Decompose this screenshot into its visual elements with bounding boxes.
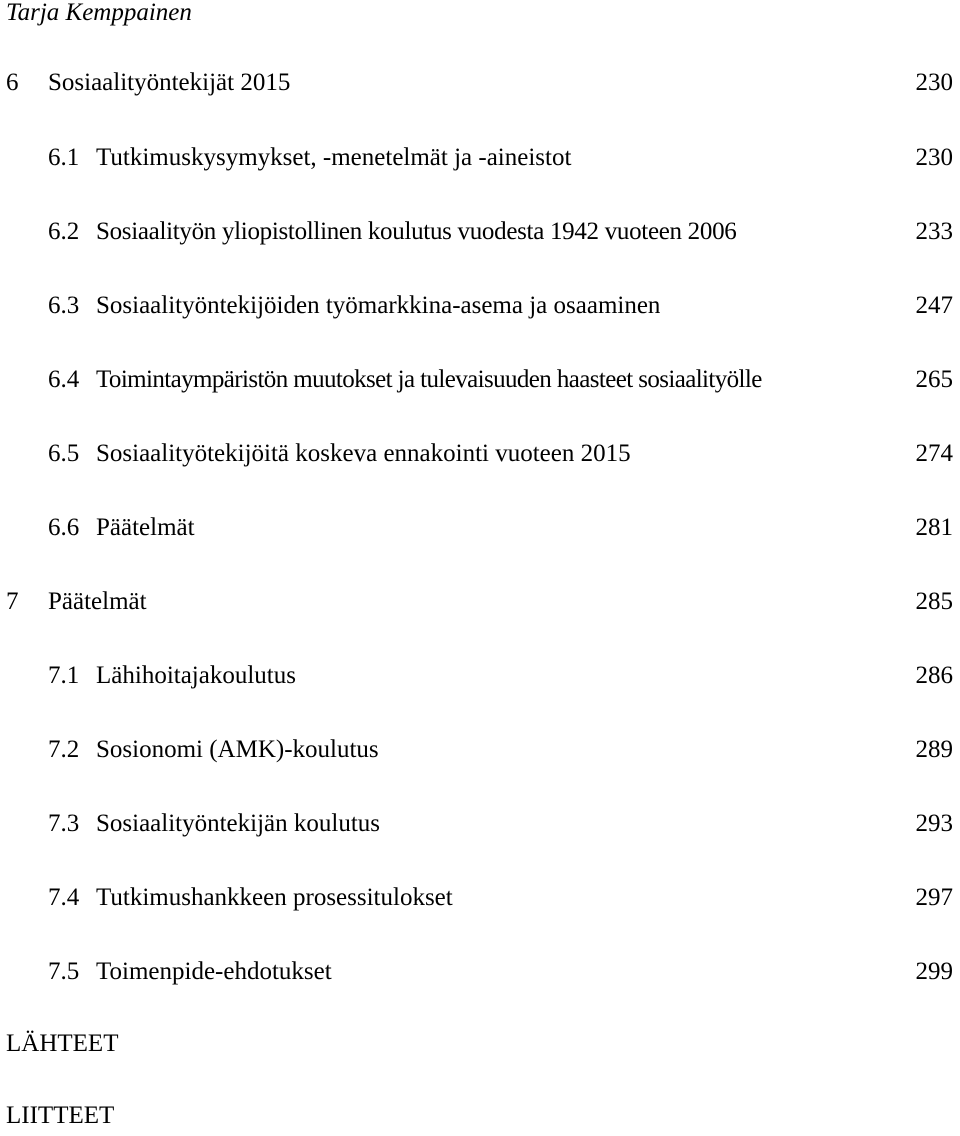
toc-entry-number: 7.5: [48, 958, 80, 985]
toc-entry-page: 285: [915, 588, 953, 615]
toc-entry-page: 293: [915, 810, 953, 837]
toc-entry-number: 7.4: [48, 884, 80, 911]
toc-entry-title: LÄHTEET: [6, 1030, 119, 1057]
toc-entry-section-6-6[interactable]: [0, 508, 960, 548]
toc-entry-number: 7: [6, 588, 19, 615]
toc-entry-title: Sosiaalityön yliopistollinen koulutus vuodesta 1942 vuoteen 2006: [96, 218, 737, 245]
toc-entry-title: Sosionomi (AMK)-koulutus: [96, 736, 379, 763]
toc-entry-page: 233: [915, 218, 953, 245]
toc-entry-page: 230: [915, 69, 953, 96]
toc-entry-section-7-2[interactable]: [0, 730, 960, 770]
toc-entry-page: 230: [915, 144, 953, 171]
toc-entry-number: 6.6: [48, 514, 80, 541]
toc-entry-number: 6.1: [48, 144, 80, 171]
toc-entry-section-6-2[interactable]: [0, 212, 960, 252]
toc-entry-liitteet[interactable]: [0, 1096, 960, 1136]
toc-entry-page: 265: [915, 366, 953, 393]
toc-entry-section-7-3[interactable]: [0, 804, 960, 844]
toc-entry-title: Lähihoitajakoulutus: [96, 662, 296, 689]
toc-entry-number: 7.2: [48, 736, 80, 763]
toc-entry-title: Päätelmät: [48, 588, 147, 615]
toc-entry-title: Sosiaalityöntekijän koulutus: [96, 810, 381, 837]
toc-entry-section-6-5[interactable]: [0, 434, 960, 474]
author-header: Tarja Kemppainen: [6, 0, 192, 26]
toc-entry-number: 6: [6, 69, 19, 96]
toc-entry-number: 7.3: [48, 810, 80, 837]
toc-entry-section-7-1[interactable]: [0, 656, 960, 696]
toc-entry-page: 281: [915, 514, 953, 541]
toc-entry-lahteet[interactable]: [0, 1024, 960, 1064]
toc-entry-number: 6.5: [48, 440, 80, 467]
toc-entry-number: 6.3: [48, 292, 80, 319]
toc-entry-number: 7.1: [48, 662, 80, 689]
toc-entry-number: 6.4: [48, 366, 80, 393]
toc-entry-chapter-6[interactable]: [0, 63, 960, 103]
toc-entry-section-6-1[interactable]: [0, 138, 960, 178]
toc-entry-title: Toimenpide-ehdotukset: [96, 958, 332, 985]
toc-entry-title: Tutkimushankkeen prosessitulokset: [96, 884, 453, 911]
toc-entry-title: Päätelmät: [96, 514, 195, 541]
toc-entry-title: Tutkimuskysymykset, -menetelmät ja -aineistot: [96, 144, 572, 171]
toc-entry-number: 6.2: [48, 218, 80, 245]
toc-entry-section-7-5[interactable]: [0, 952, 960, 992]
toc-entry-title: Toimintaympäristön muutokset ja tulevaisuuden haasteet sosiaalityölle: [96, 366, 762, 393]
toc-entry-page: 286: [915, 662, 953, 689]
toc-entry-section-7-4[interactable]: [0, 878, 960, 918]
toc-entry-title: Sosiaalityöntekijöiden työmarkkina-asema ja osaaminen: [96, 292, 661, 319]
toc-entry-title: Sosiaalityötekijöitä koskeva ennakointi vuoteen 2015: [96, 440, 631, 467]
toc-entry-page: 297: [915, 884, 953, 911]
toc-entry-page: 289: [915, 736, 953, 763]
toc-entry-page: 274: [915, 440, 953, 467]
toc-entry-page: 299: [915, 958, 953, 985]
toc-entry-section-6-4[interactable]: [0, 360, 960, 400]
toc-entry-title: Sosiaalityöntekijät 2015: [48, 69, 291, 96]
toc-entry-title: LIITTEET: [6, 1102, 115, 1129]
toc-entry-page: 247: [915, 292, 953, 319]
toc-entry-section-6-3[interactable]: [0, 286, 960, 326]
toc-entry-chapter-7[interactable]: [0, 582, 960, 622]
